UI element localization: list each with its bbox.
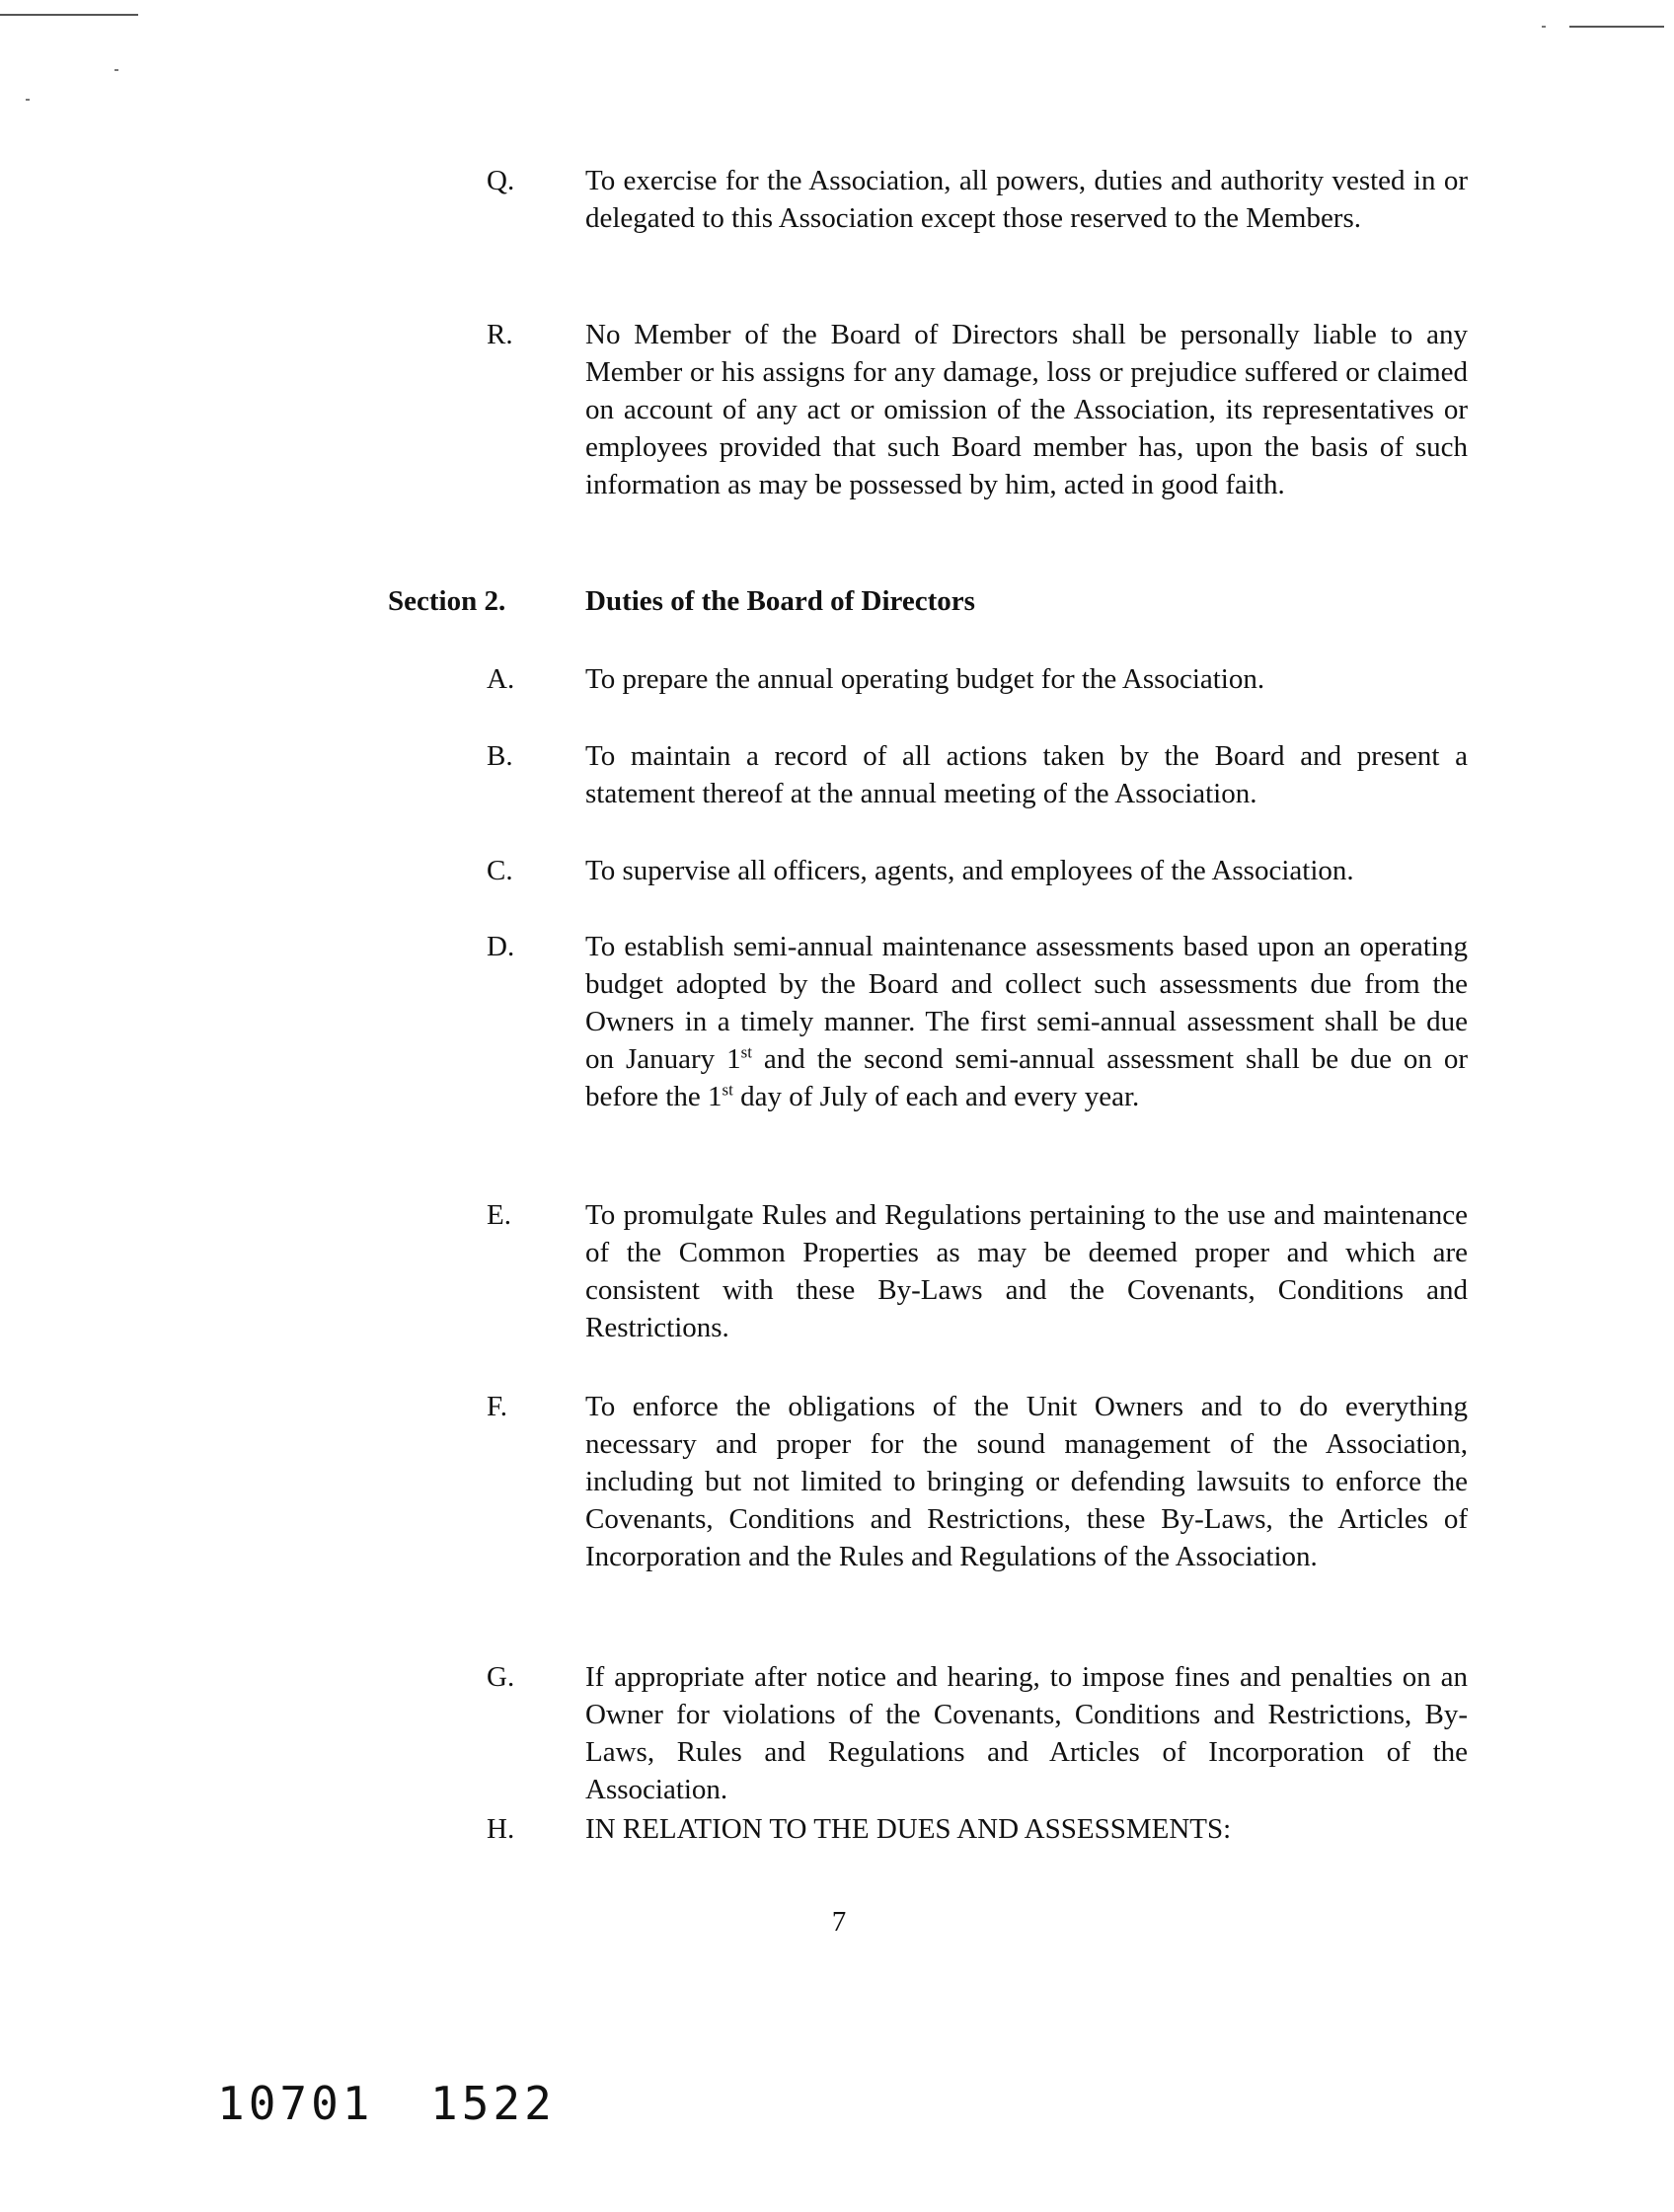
item-text: If appropriate after notice and hearing, to impose fines and penalties on an Owner for violations of the Covenants, Conditions and Restrictions, By-Laws, Rules and Regulations and Articles of Incorporation of the Association. [585, 1661, 1468, 1805]
scan-edge-line [1569, 26, 1664, 28]
item-label: R. [487, 319, 513, 350]
recording-page-number: 1522 [430, 2077, 556, 2130]
item-text: To exercise for the Association, all powers, duties and authority vested in or delegated to this Association except those reserved to the Members. [585, 165, 1468, 234]
item-label: E. [487, 1199, 511, 1231]
item-label: Q. [487, 165, 515, 196]
item-text: To promulgate Rules and Regulations pertaining to the use and maintenance of the Common Properties as may be deemed proper and which are consistent with these By-Laws and the Covenants, Conditions and Restrictions. [585, 1199, 1468, 1343]
scan-edge-line [0, 14, 138, 16]
item-text: To enforce the obligations of the Unit Owners and to do everything necessary and proper for the sound management of the Association, including but not limited to bringing or defending lawsuits to enforce the Covenants, Conditions and Restrictions, these By-Laws, the Articles of Incorporation and the Rules and Regulations of the Association. [585, 1391, 1468, 1572]
scan-speck [26, 99, 30, 101]
item-text: To establish semi-annual maintenance assessments based upon an operating budget adopted by the Board and collect such assessments due from the Owners in a timely manner. The first semi-annual assessment shall be due on January 1st and the second semi-annual assessment shall be due on or before the 1st day of July of each and every year. [585, 931, 1469, 1112]
item-text: IN RELATION TO THE DUES AND ASSESSMENTS: [585, 1813, 1232, 1845]
item-label: B. [487, 740, 513, 772]
section-heading [388, 582, 1474, 622]
scan-speck [1542, 26, 1546, 28]
item-label: C. [487, 855, 513, 886]
section-label: Section 2. [388, 585, 506, 617]
item-label: F. [487, 1391, 508, 1422]
page-number: 7 [831, 1906, 847, 1938]
recording-book-number: 10701 [217, 2077, 374, 2130]
item-text: To supervise all officers, agents, and employees of the Association. [585, 855, 1354, 886]
item-label: H. [487, 1813, 515, 1845]
item-text: To maintain a record of all actions taken by the Board and present a statement thereof at the annual meeting of the Association. [585, 740, 1468, 809]
item-text: No Member of the Board of Directors shall be personally liable to any Member or his assigns for any damage, loss or prejudice suffered or claimed on account of any act or omission of the Association, its representatives or employees provided that such Board member has, upon the basis of such information as may be possessed by him, acted in good faith. [585, 319, 1468, 500]
scan-speck [114, 69, 118, 71]
section-title: Duties of the Board of Directors [585, 585, 975, 617]
item-label: G. [487, 1661, 515, 1693]
item-label: A. [487, 663, 515, 695]
item-label: D. [487, 931, 515, 962]
item-text: To prepare the annual operating budget for the Association. [585, 663, 1265, 695]
